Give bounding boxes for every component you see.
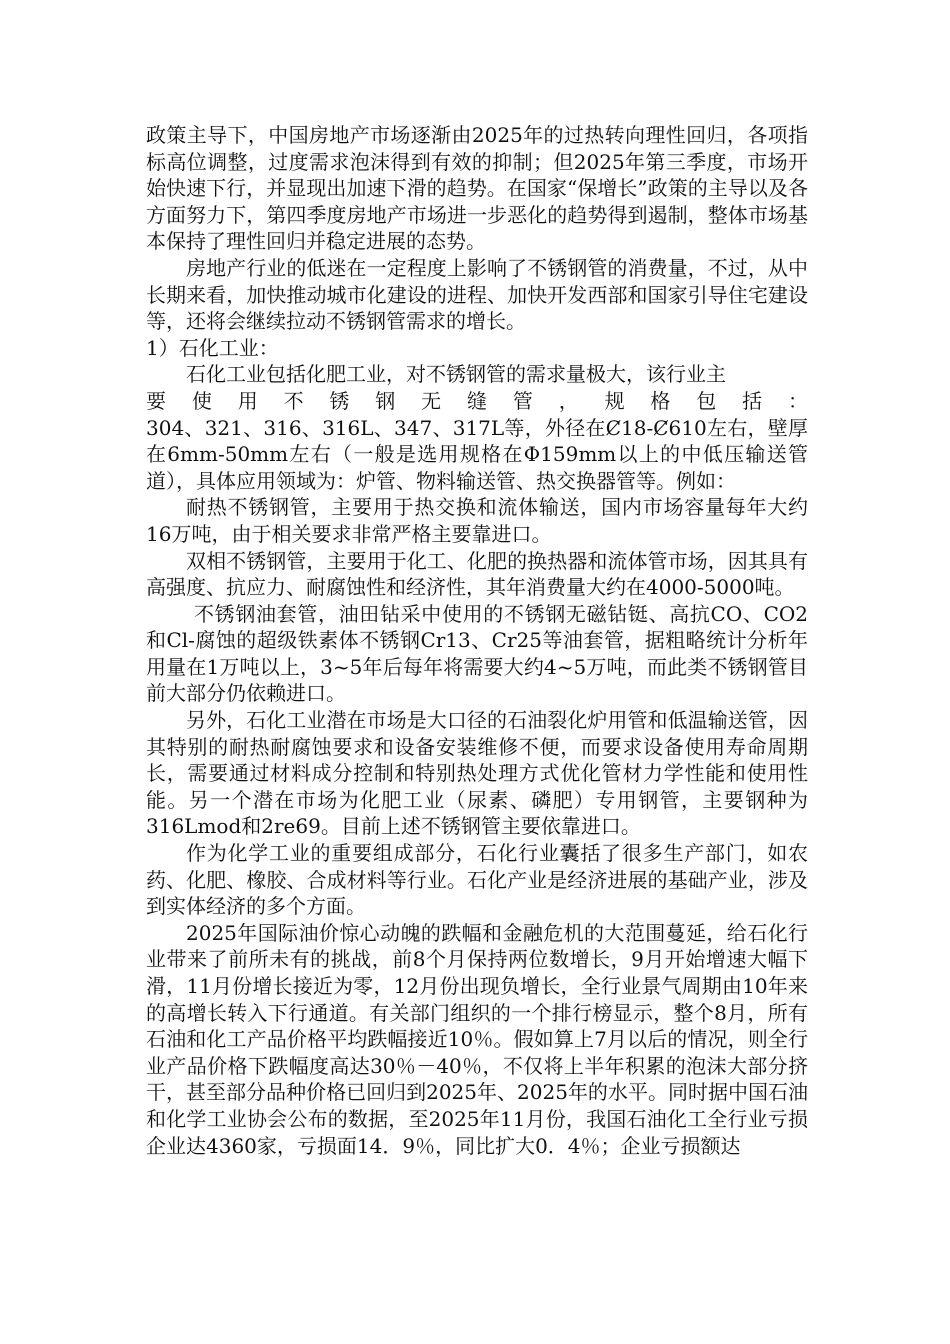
- paragraph-potential-market: 另外，石化工业潜在市场是大口径的石油裂化炉用管和低温输送管，因其特别的耐热耐腐蚀要求和设备安装维修不便，而要求设备使用寿命周期长，需要通过材料成分控制和特别热处理方式优化管材力学性能和使用性能。另一个潜在市场为化肥工业（尿素、磷肥）专用钢管，主要钢种为316Lmod和2re69。目前上述不锈钢管主要依靠进口。: [146, 708, 808, 839]
- paragraph-petrochemical-specs: 304、321、316、316L、347、317L等，外径在Ȼ18-Ȼ610左右，壁厚在6mm-50mm左右（一般是选用规格在Φ159mm以上的中低压输送管道），具体应用领域为：炉管、物料输送管、热交换器管等。例如：: [146, 415, 808, 493]
- section-heading-petrochemical: 1）石化工业：: [146, 335, 279, 360]
- paragraph-chemical-industry: 作为化学工业的重要组成部分，石化行业囊括了很多生产部门，如农药、化肥、橡胶、合成材料等行业。石化产业是经济进展的基础产业，涉及到实体经济的多个方面。: [146, 841, 808, 919]
- paragraph-real-estate-policy: 政策主导下，中国房地产市场逐渐由2025年的过热转向理性回归，各项指标高位调整，过度需求泡沫得到有效的抑制；但2025年第三季度，市场开始快速下行，并显现出加速下滑的趋势。在国家“保增长”政策的主导以及各方面努力下，第四季度房地产市场进一步恶化的趋势得到遏制，整体市场基本保持了理性回归并稳定进展的态势。: [146, 123, 808, 254]
- paragraph-oil-casing-pipe: 不锈钢油套管，油田钻采中使用的不锈钢无磁钻铤、高抗CO、CO2和Cl-腐蚀的超级铁素体不锈钢Cr13、Cr25等油套管，据粗略统计分析年用量在1万吨以上，3~5年后每年将需要大约4~5万吨，而此类不锈钢管目前大部分仍依赖进口。: [146, 601, 808, 706]
- paragraph-petrochemical-intro: 石化工业包括化肥工业，对不锈钢管的需求量极大，该行业主: [186, 362, 726, 387]
- document-body: [146, 122, 808, 1159]
- paragraph-petrochemical-spec-line: 要 使 用 不 锈 钢 无 缝 管 ， 规 格 包 括 ：: [146, 388, 808, 413]
- paragraph-heat-resistant-pipe: 耐热不锈钢管，主要用于热交换和流体输送，国内市场容量每年大约16万吨，由于相关要求非常严格主要靠进口。: [146, 495, 808, 546]
- paragraph-real-estate-impact: 房地产行业的低迷在一定程度上影响了不锈钢管的消费量，不过，从中长期来看，加快推动城市化建设的进程、加快开发西部和国家引导住宅建设等，还将会继续拉动不锈钢管需求的增长。: [146, 255, 808, 334]
- paragraph-duplex-pipe: 双相不锈钢管，主要用于化工、化肥的换热器和流体管市场，因其具有高强度、抗应力、耐腐蚀性和经济性，其年消费量大约在4000-5000吨。: [146, 548, 808, 600]
- paragraph-oil-price-crisis: 2025年国际油价惊心动魄的跌幅和金融危机的大范围蔓延，给石化行业带来了前所未有的挑战，前8个月保持两位数增长，9月开始增速大幅下滑，11月份增长接近为零，12月份出现负增长，全行业景气周期由10年来的高增长转入下行通道。有关部门组织的一个排行榜显示，整个8月，所有石油和化工产品价格平均跌幅接近10％。假如算上7月以后的情况，则全行业产品价格下跌幅度高达30％－40％，不仅将上半年积累的泡沫大部分挤干，甚至部分品种价格已回归到2025年、2025年的水平。同时据中国石油和化学工业协会公布的数据，至2025年11月份，我国石油化工全行业亏损企业达4360家，亏损面14．9％，同比扩大0．4％；企业亏损额达: [146, 920, 808, 1158]
